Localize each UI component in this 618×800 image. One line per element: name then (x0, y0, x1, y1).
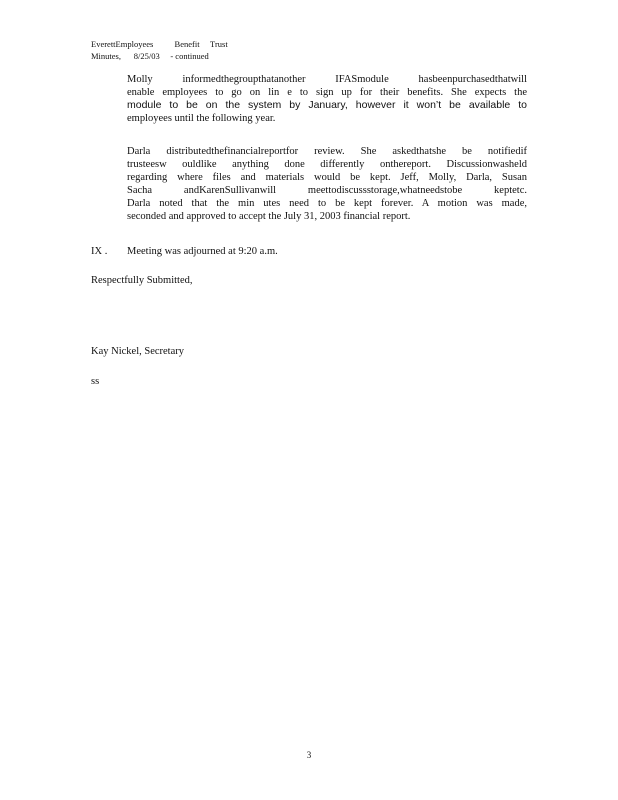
paragraph-line: seconded and approved to accept the July 31, 2003 financial report. (127, 211, 411, 223)
paragraph-ifas-module (127, 73, 527, 125)
paragraph-line: enable employees to go on lin e to sign up for their benefits. She expects the (127, 87, 527, 99)
paragraph-line: Darla noted that the min utes need to be kept forever. A motion was made, (127, 198, 527, 210)
paragraph-line: Sacha andKarenSullivanwill meettodiscussstorage,whatneedstobe keptetc. (127, 185, 527, 197)
page-number: 3 (306, 750, 312, 760)
closing-text: Respectfully Submitted, (91, 275, 193, 286)
paragraph-financial-report (127, 145, 527, 224)
paragraph-line: employees until the following year. (127, 113, 276, 125)
paragraph-line: Molly informedthegroupthatanother IFASmodule hasbeenpurchasedthatwill (127, 74, 527, 85)
header-line-2: Minutes, 8/25/03 - continued (91, 51, 209, 61)
paragraph-line: regarding where files and materials would be kept. Jeff, Molly, Darla, Susan (127, 172, 527, 184)
paragraph-line: Darla distributedthefinancialreportfor review. She askedthatshe be notifiedif (127, 146, 527, 157)
item-text: Meeting was adjourned at 9:20 a.m. (127, 246, 278, 257)
item-number: IX . (91, 246, 108, 257)
paragraph-line: trusteesw ouldlike anything done differently onthereport. Discussionwasheld (127, 159, 527, 171)
signature-line: Kay Nickel, Secretary (91, 346, 184, 357)
typist-initials: ss (91, 376, 100, 387)
header-line-1: EverettEmployees Benefit Trust (91, 39, 228, 49)
paragraph-line: module to be on the system by January, however it won’t be available to (127, 99, 527, 112)
